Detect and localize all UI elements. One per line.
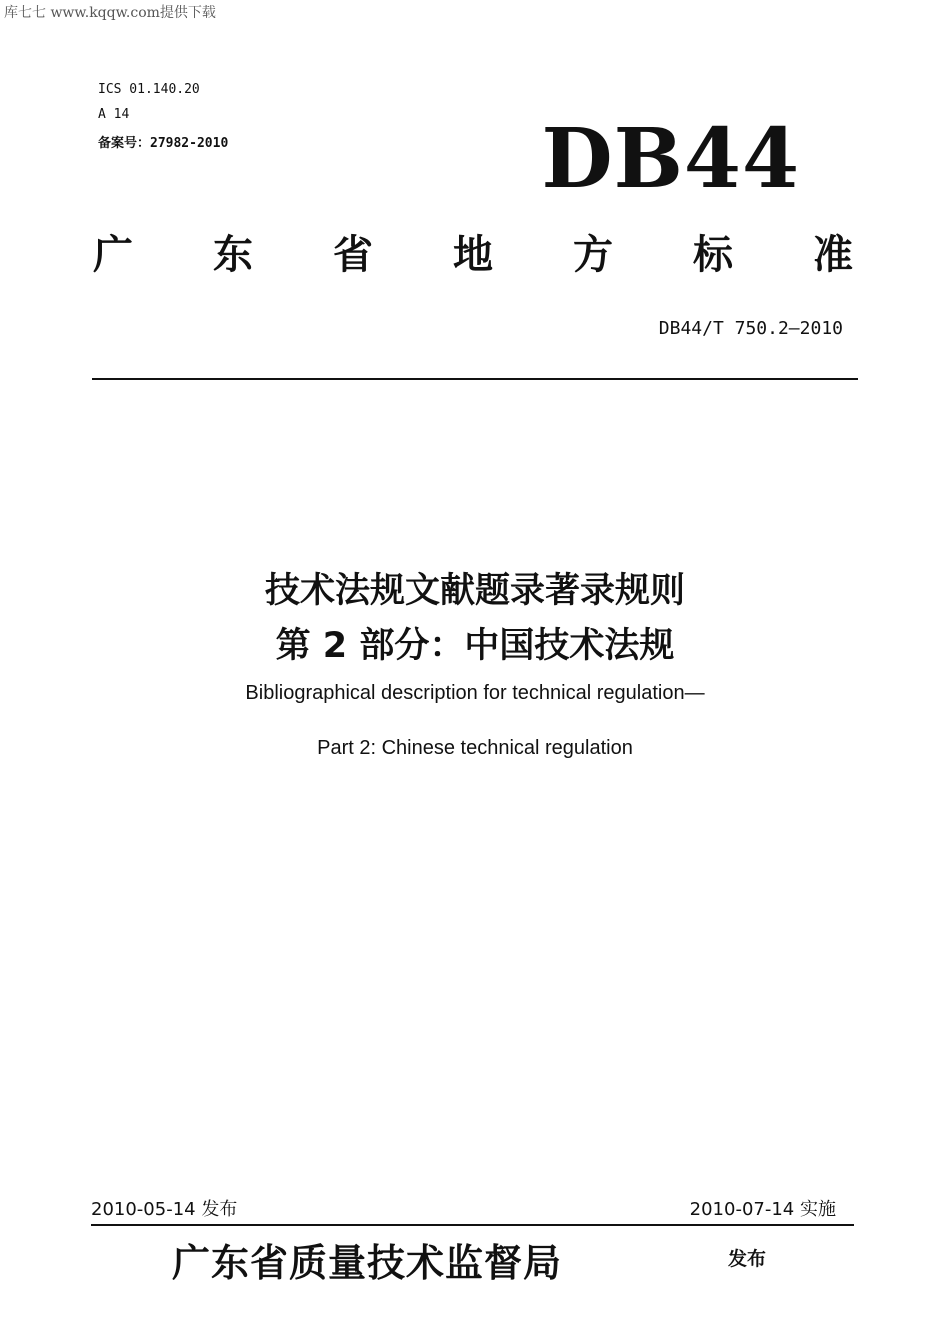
filing-number: 备案号：27982-2010 [98,136,229,151]
footer-divider [91,1224,854,1226]
standard-type-char: 方 [573,232,613,278]
title-chinese-line-1: 技术法规文献题录著录规则 [264,571,685,611]
standard-type-char: 广 [93,232,133,278]
issuing-verb: 发布 [728,1248,767,1270]
standard-type-heading [93,228,853,282]
db44-logo: DB44 [541,111,800,207]
standard-type-char: 省 [333,232,373,278]
title-english-line-1: Bibliographical description for technical regulation— [245,682,705,704]
issue-date: 2010-05-14 发布 [91,1199,238,1220]
header-divider [92,378,858,380]
title-chinese-line-2: 第 2 部分：中国技术法规 [275,626,675,666]
standard-type-char: 标 [693,232,733,278]
standard-number: DB44/T 750.2—2010 [658,318,843,339]
watermark-text: 库七七 www.kqqw.com提供下载 [4,5,216,21]
implementation-date: 2010-07-14 实施 [689,1199,836,1220]
issuing-authority: 广东省质量技术监督局 [172,1240,563,1285]
classification-code: A 14 [98,107,130,122]
standard-type-char: 东 [213,232,253,278]
title-english-line-2: Part 2: Chinese technical regulation [317,737,633,759]
standard-type-char: 地 [453,232,493,278]
standard-type-char: 准 [813,232,853,278]
ics-code: ICS 01.140.20 [98,82,200,97]
